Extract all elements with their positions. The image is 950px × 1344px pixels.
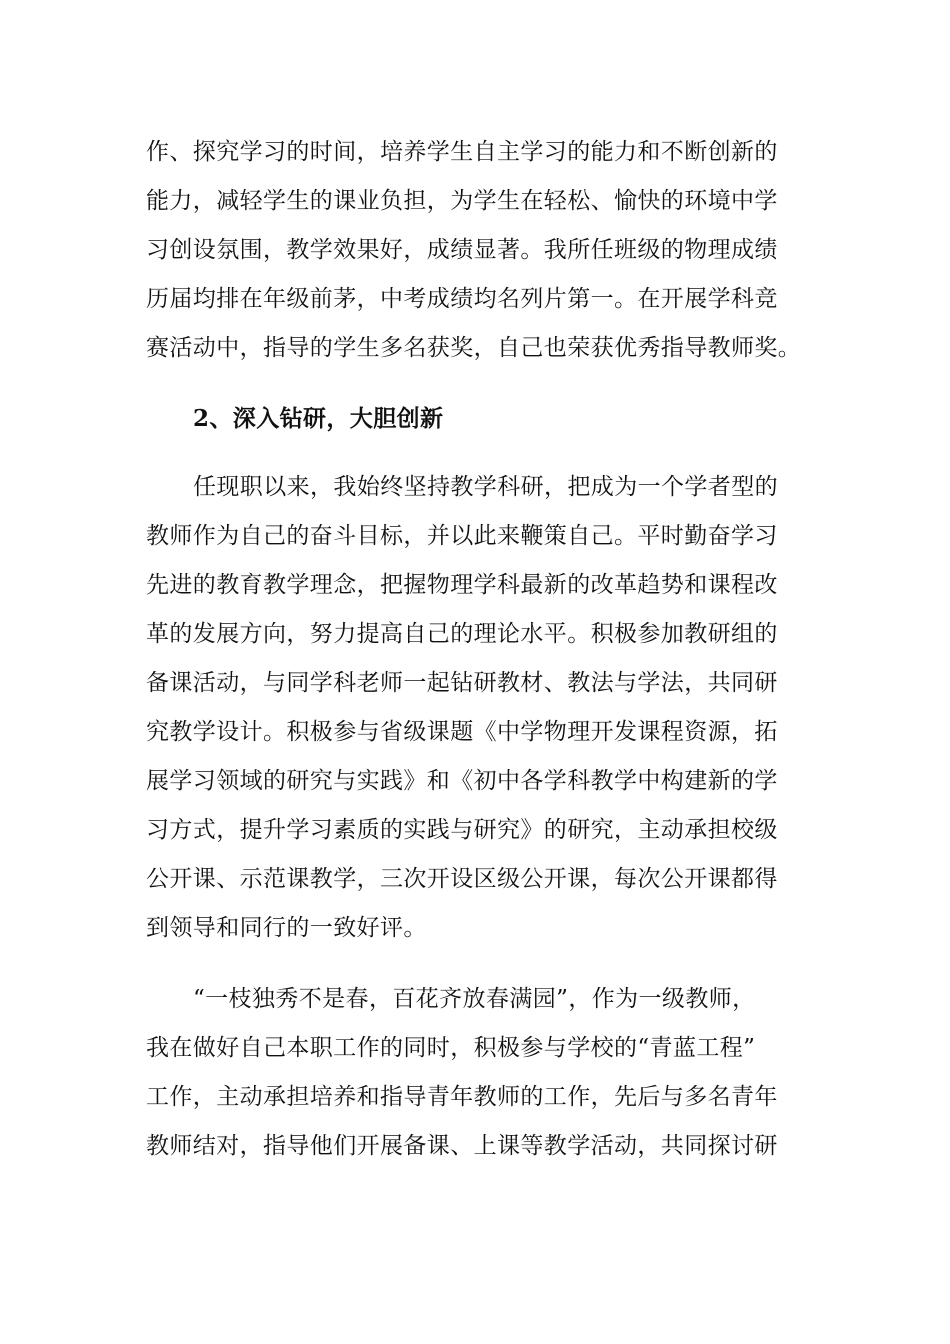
paragraph-line: “一枝独秀不是春，百花齐放春满园”，作为一级教师， bbox=[193, 986, 756, 1012]
paragraph-line: 历届均排在年级前茅，中考成绩均名列片第一。在开展学科竞 bbox=[146, 286, 778, 312]
paragraph-line: 工作，主动承担培养和指导青年教师的工作，先后与多名青年 bbox=[146, 1084, 778, 1110]
paragraph-line: 习创设氛围，教学效果好，成绩显著。我所任班级的物理成绩 bbox=[146, 237, 778, 263]
section-heading: 2、深入钻研，大胆创新 bbox=[193, 405, 444, 432]
paragraph-line: 任现职以来，我始终坚持教学科研，把成为一个学者型的 bbox=[193, 474, 778, 500]
paragraph-line: 教师作为自己的奋斗目标，并以此来鞭策自己。平时勤奋学习 bbox=[146, 523, 778, 549]
paragraph-line: 公开课、示范课教学，三次开设区级公开课，每次公开课都得 bbox=[146, 866, 778, 892]
paragraph-line: 作、探究学习的时间，培养学生自主学习的能力和不断创新的 bbox=[146, 139, 778, 165]
paragraph-line: 能力，减轻学生的课业负担，为学生在轻松、愉快的环境中学 bbox=[146, 188, 778, 214]
paragraph-line: 习方式，提升学习素质的实践与研究》的研究，主动承担校级 bbox=[146, 817, 778, 843]
paragraph-line: 究教学设计。积极参与省级课题《中学物理开发课程资源，拓 bbox=[146, 719, 778, 745]
paragraph-line: 赛活动中，指导的学生多名获奖，自己也荣获优秀指导教师奖。 bbox=[146, 335, 802, 361]
paragraph-line: 教师结对，指导他们开展备课、上课等教学活动，共同探讨研 bbox=[146, 1133, 778, 1159]
paragraph-line: 我在做好自己本职工作的同时，积极参与学校的“青蓝工程” bbox=[146, 1035, 756, 1061]
paragraph-line: 备课活动，与同学科老师一起钻研教材、教法与学法，共同研 bbox=[146, 670, 778, 696]
paragraph-line: 到领导和同行的一致好评。 bbox=[146, 915, 427, 941]
paragraph-line: 革的发展方向，努力提高自己的理论水平。积极参加教研组的 bbox=[146, 621, 778, 647]
paragraph-line: 展学习领域的研究与实践》和《初中各学科教学中构建新的学 bbox=[146, 768, 778, 794]
paragraph-line: 先进的教育教学理念，把握物理学科最新的改革趋势和课程改 bbox=[146, 572, 778, 598]
